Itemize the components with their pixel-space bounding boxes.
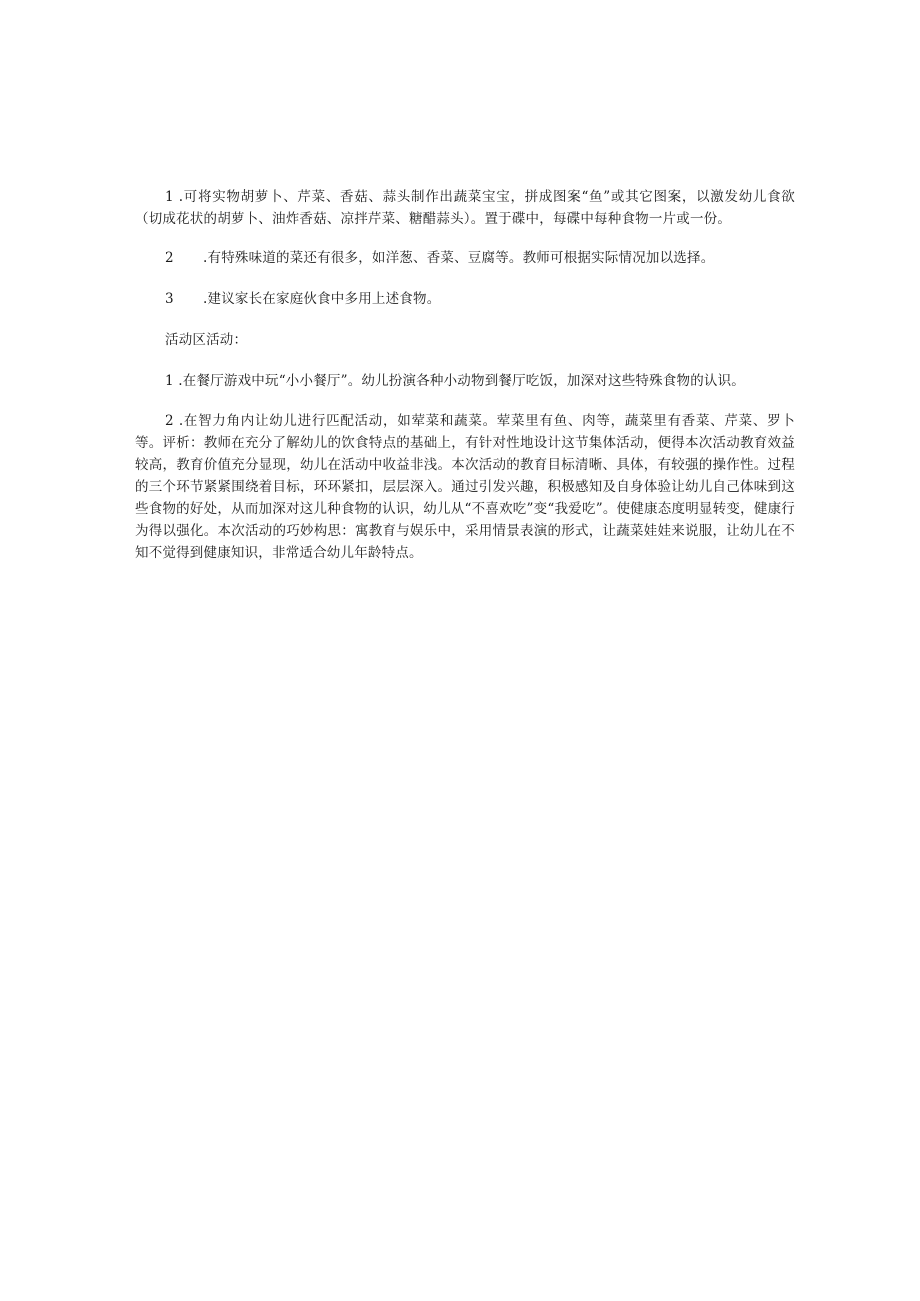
activity-number: 1 bbox=[165, 373, 174, 389]
activity-text: .在餐厅游戏中玩“小小餐厅”。幼儿扮演各种小动物到餐厅吃饭，加深对这些特殊食物的认识。 bbox=[178, 373, 745, 389]
list-item-1 bbox=[135, 186, 795, 230]
activity-number: 2 bbox=[165, 413, 174, 429]
item-text: .有特殊味道的菜还有很多，如洋葱、香菜、豆腐等。教师可根据实际情况加以选择。 bbox=[203, 250, 715, 266]
section-heading-text: 活动区活动： bbox=[165, 332, 248, 348]
list-item-3 bbox=[135, 288, 795, 310]
section-heading bbox=[135, 329, 795, 351]
item-number: 3 bbox=[165, 291, 174, 307]
activity-item-2 bbox=[135, 410, 795, 564]
item-text: .建议家长在家庭伙食中多用上述食物。 bbox=[203, 291, 441, 307]
list-item-2 bbox=[135, 247, 795, 269]
activity-text: .在智力角内让幼儿进行匹配活动，如荤菜和蔬菜。荤菜里有鱼、肉等，蔬菜里有香菜、芹菜、罗卜等。评析：教师在充分了解幼儿的饮食特点的基础上，有针对性地设计这节集体活动，便得本次活动教育效益较高，教育价值充分显现，幼儿在活动中收益非浅。本次活动的教育目标清晰、具体，有较强的操作性。过程的三个环节紧紧围绕着目标，环环紧扣，层层深入。通过引发兴趣，积极感知及自身体验让幼儿自己体味到这些食物的好处，从而加深对这儿种食物的认识，幼儿从“不喜欢吃”变“我爱吃”。使健康态度明显转变，健康行为得以强化。本次活动的巧妙构思：寓教育与娱乐中，采用情景表演的形式，让蔬菜娃娃来说服，让幼儿在不知不觉得到健康知识，非常适合幼儿年龄特点。 bbox=[135, 413, 796, 561]
item-number: 1 bbox=[165, 189, 174, 205]
activity-item-1 bbox=[135, 370, 795, 392]
item-number: 2 bbox=[165, 250, 174, 266]
item-text: .可将实物胡萝卜、芹菜、香菇、蒜头制作出蔬菜宝宝，拼成图案“鱼”或其它图案，以激发幼儿食欲（切成花状的胡萝卜、油炸香菇、凉拌芹菜、糖醋蒜头）。置于碟中，每碟中每种食物一片或一份。 bbox=[135, 189, 795, 227]
